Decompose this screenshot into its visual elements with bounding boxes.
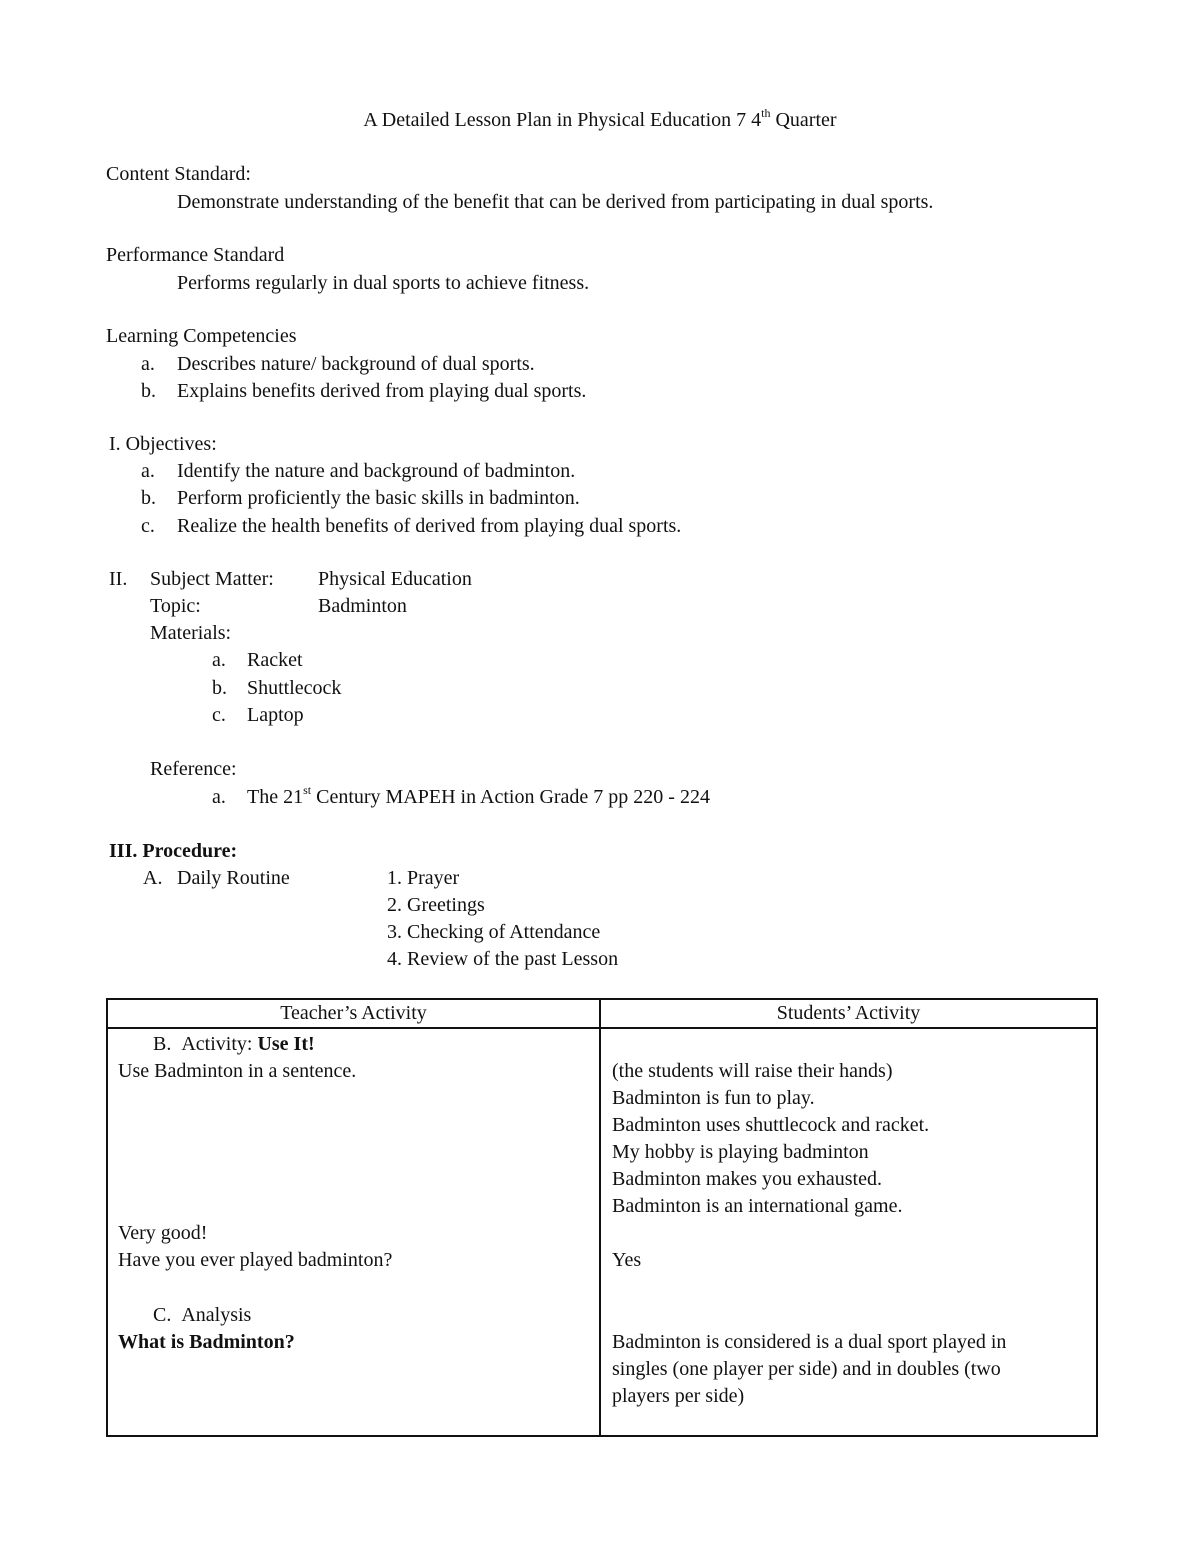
topic-label: Topic: [150, 595, 201, 617]
routine-item: 2. Greetings [387, 894, 485, 916]
teacher-activity-cell [107, 1028, 600, 1436]
list-item-marker: b. [212, 677, 227, 699]
list-item-marker: a. [141, 460, 155, 482]
list-item-marker: a. [212, 649, 226, 671]
praise-text: Very good! [118, 1222, 208, 1244]
student-response: My hobby is playing badminton [612, 1141, 869, 1163]
teacher-question: Have you ever played badminton? [118, 1249, 393, 1271]
teacher-activity-header: Teacher’s Activity [107, 999, 600, 1028]
performance-standard-text: Performs regularly in dual sports to achieve fitness. [177, 272, 590, 294]
routine-item: 1. Prayer [387, 867, 460, 889]
subject-matter-value: Physical Education [318, 568, 472, 590]
routine-item: 4. Review of the past Lesson [387, 948, 619, 970]
performance-standard-label: Performance Standard [106, 244, 285, 266]
list-item-marker: a. [141, 353, 155, 375]
student-yes: Yes [612, 1249, 642, 1271]
list-item-marker: c. [141, 515, 155, 537]
page-title: A Detailed Lesson Plan in Physical Education 7 4th Quarter [363, 106, 837, 131]
daily-routine-label: Daily Routine [177, 867, 290, 889]
list-item: Realize the health benefits of derived from playing dual sports. [177, 515, 682, 537]
procedure-label: III. Procedure: [109, 840, 238, 862]
materials-label: Materials: [150, 622, 232, 644]
list-item: Identify the nature and background of badminton. [177, 460, 576, 482]
list-item-marker: A. [143, 867, 163, 889]
analysis-answer: Badminton is considered is a dual sport played in [612, 1331, 1007, 1353]
reference-text: The 21st Century MAPEH in Action Grade 7 pp 220 - 224 [247, 783, 710, 808]
activity-prompt: Use Badminton in a sentence. [118, 1060, 357, 1082]
student-response: Badminton makes you exhausted. [612, 1168, 882, 1190]
list-item-marker: b. [141, 380, 156, 402]
student-response: Badminton is fun to play. [612, 1087, 815, 1109]
routine-item: 3. Checking of Attendance [387, 921, 601, 943]
list-item: Laptop [247, 704, 304, 726]
students-activity-cell [600, 1028, 1097, 1436]
analysis-heading: C. Analysis [153, 1304, 252, 1326]
subject-matter-numeral: II. [109, 568, 128, 590]
topic-value: Badminton [318, 595, 407, 617]
list-item: Racket [247, 649, 303, 671]
analysis-answer: singles (one player per side) and in doubles (two [612, 1358, 1001, 1380]
analysis-answer: players per side) [612, 1385, 745, 1407]
activity-table [106, 998, 1098, 1437]
list-item-marker: a. [212, 786, 226, 808]
objectives-label: I. Objectives: [109, 433, 217, 455]
analysis-question: What is Badminton? [118, 1331, 295, 1353]
students-activity-header: Students’ Activity [600, 999, 1097, 1028]
student-response: (the students will raise their hands) [612, 1060, 893, 1082]
list-item: Explains benefits derived from playing dual sports. [177, 380, 587, 402]
list-item: Shuttlecock [247, 677, 342, 699]
reference-label: Reference: [150, 758, 237, 780]
activity-heading: B. Activity: Use It! [153, 1033, 315, 1055]
subject-matter-label: Subject Matter: [150, 568, 274, 590]
list-item-marker: b. [141, 487, 156, 509]
list-item: Perform proficiently the basic skills in badminton. [177, 487, 580, 509]
student-response: Badminton is an international game. [612, 1195, 903, 1217]
learning-competencies-label: Learning Competencies [106, 325, 297, 347]
content-standard-label: Content Standard: [106, 163, 251, 185]
student-response: Badminton uses shuttlecock and racket. [612, 1114, 930, 1136]
content-standard-text: Demonstrate understanding of the benefit that can be derived from participating in dual sports. [177, 191, 934, 213]
list-item: Describes nature/ background of dual sports. [177, 353, 535, 375]
list-item-marker: c. [212, 704, 226, 726]
